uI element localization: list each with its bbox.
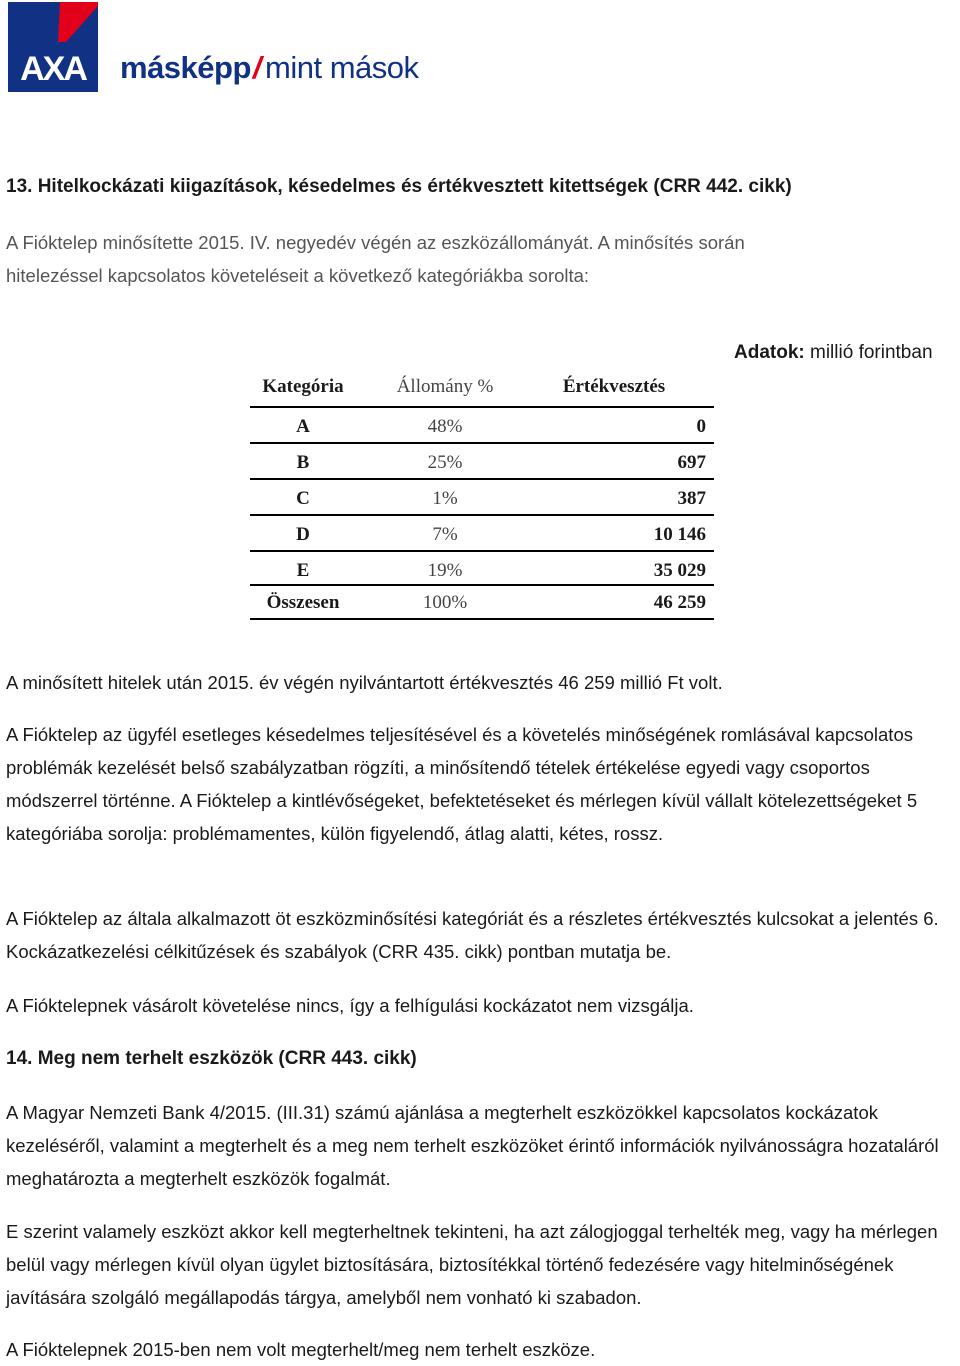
header-category: Kategória xyxy=(262,376,344,397)
total-share: 100% xyxy=(422,592,468,613)
total-label: Összesen xyxy=(266,592,340,613)
table-row xyxy=(250,552,714,586)
section-13-paragraph-4: A Fióktelepnek vásárolt követelése nincs, így a felhígulási kockázatot nem vizsgálja. xyxy=(6,995,694,1016)
row-impairment: 10 146 xyxy=(653,524,706,545)
unit-label: Adatok: xyxy=(734,342,805,363)
svg-text:AXA: AXA xyxy=(20,50,86,88)
row-category: A xyxy=(296,416,310,437)
slogan xyxy=(120,50,419,86)
intro-line-2: hitelezéssel kapcsolatos követeléseit a következő kategóriákba sorolta: xyxy=(6,265,590,286)
table-row xyxy=(250,516,714,552)
section-13-intro xyxy=(6,226,956,292)
row-category: C xyxy=(296,488,310,509)
row-share: 19% xyxy=(427,560,463,581)
section-14-paragraph-1: A Magyar Nemzeti Bank 4/2015. (III.31) számú ajánlása a megterhelt eszközökkel kapcsolatos kockázatok kezeléséről, valamint a megterhelt és a meg nem terhelt eszközöket érintő információk nyilvánosságra hozataláról meghatározta a megterhelt eszközök fogalmát. xyxy=(6,1102,939,1189)
page-header xyxy=(8,2,468,94)
table-total-row xyxy=(250,586,714,620)
section-13-title: 13. Hitelkockázati kiigazítások, késedelmes és értékvesztett kitettségek (CRR 442. cikk) xyxy=(6,176,792,197)
category-table xyxy=(250,368,714,620)
axa-logo-mark-icon xyxy=(8,2,98,92)
section-13-paragraph-2: A Fióktelep az ügyfél esetleges késedelmes teljesítésével és a követelés minőségének romlásával kapcsolatos problémák kezelését belső szabályzatban rögzíti, a minősítendő tételek értékelése egyedi vagy csoportos módszerrel történne. A Fióktelep a kintlévőségeket, befektetéseket és mérlegen kívül vállalt kötelezettségeket 5 kategóriába sorolja: problémamentes, külön figyelendő, átlag alatti, kétes, rossz. xyxy=(6,724,918,844)
slash-mark-icon: / xyxy=(252,50,262,85)
section-14-paragraph-2: E szerint valamely eszközt akkor kell megterheltnek tekinteni, ha azt zálogjoggal terhelték meg, vagy ha mérlegen belül vagy mérlegen kívül olyan ügylet biztosítására, biztosítékkal történő fedezésére vagy hitelminőségének javítására szolgáló megállapodás tárgya, amelyből nem vonható ki szabadon. xyxy=(6,1221,938,1308)
section-14-paragraph-3: A Fióktelepnek 2015-ben nem volt megterhelt/meg nem terhelt eszköze. xyxy=(6,1339,596,1360)
header-impairment: Értékvesztés xyxy=(562,376,666,397)
row-share: 1% xyxy=(432,488,458,509)
row-category: E xyxy=(296,560,310,581)
row-category: B xyxy=(296,452,310,473)
header-share: Állomány % xyxy=(396,376,494,397)
row-impairment: 697 xyxy=(677,452,706,473)
row-impairment: 35 029 xyxy=(653,560,706,581)
unit-value: millió forintban xyxy=(804,342,933,363)
slogan-rest: mint mások xyxy=(265,50,419,85)
table-row xyxy=(250,480,714,516)
intro-line-1: A Fióktelep minősítette 2015. IV. negyedév végén az eszközállományát. A minősítés során xyxy=(6,232,745,253)
row-category: D xyxy=(296,524,310,545)
slogan-bold: másképp xyxy=(120,50,251,85)
row-share: 48% xyxy=(427,416,463,437)
table-row xyxy=(250,444,714,480)
row-impairment: 387 xyxy=(677,488,706,509)
after-table-text: A minősített hitelek után 2015. év végén nyilvántartott értékvesztés 46 259 millió Ft volt. xyxy=(6,672,723,693)
row-share: 7% xyxy=(432,524,458,545)
row-impairment: 0 xyxy=(696,416,706,437)
total-impairment: 46 259 xyxy=(653,592,706,613)
unit-note xyxy=(734,342,933,364)
table-row xyxy=(250,408,714,444)
axa-logo xyxy=(8,2,98,92)
section-13-paragraph-3: A Fióktelep az általa alkalmazott öt eszközminősítési kategóriát és a részletes értékvesztés kulcsokat a jelentés 6. Kockázatkezelési célkitűzések és szabályok (CRR 435. cikk) pontban mutatja be. xyxy=(6,908,939,962)
row-share: 25% xyxy=(427,452,463,473)
section-14-title: 14. Meg nem terhelt eszközök (CRR 443. cikk) xyxy=(6,1048,417,1069)
table-header-row xyxy=(250,368,714,408)
